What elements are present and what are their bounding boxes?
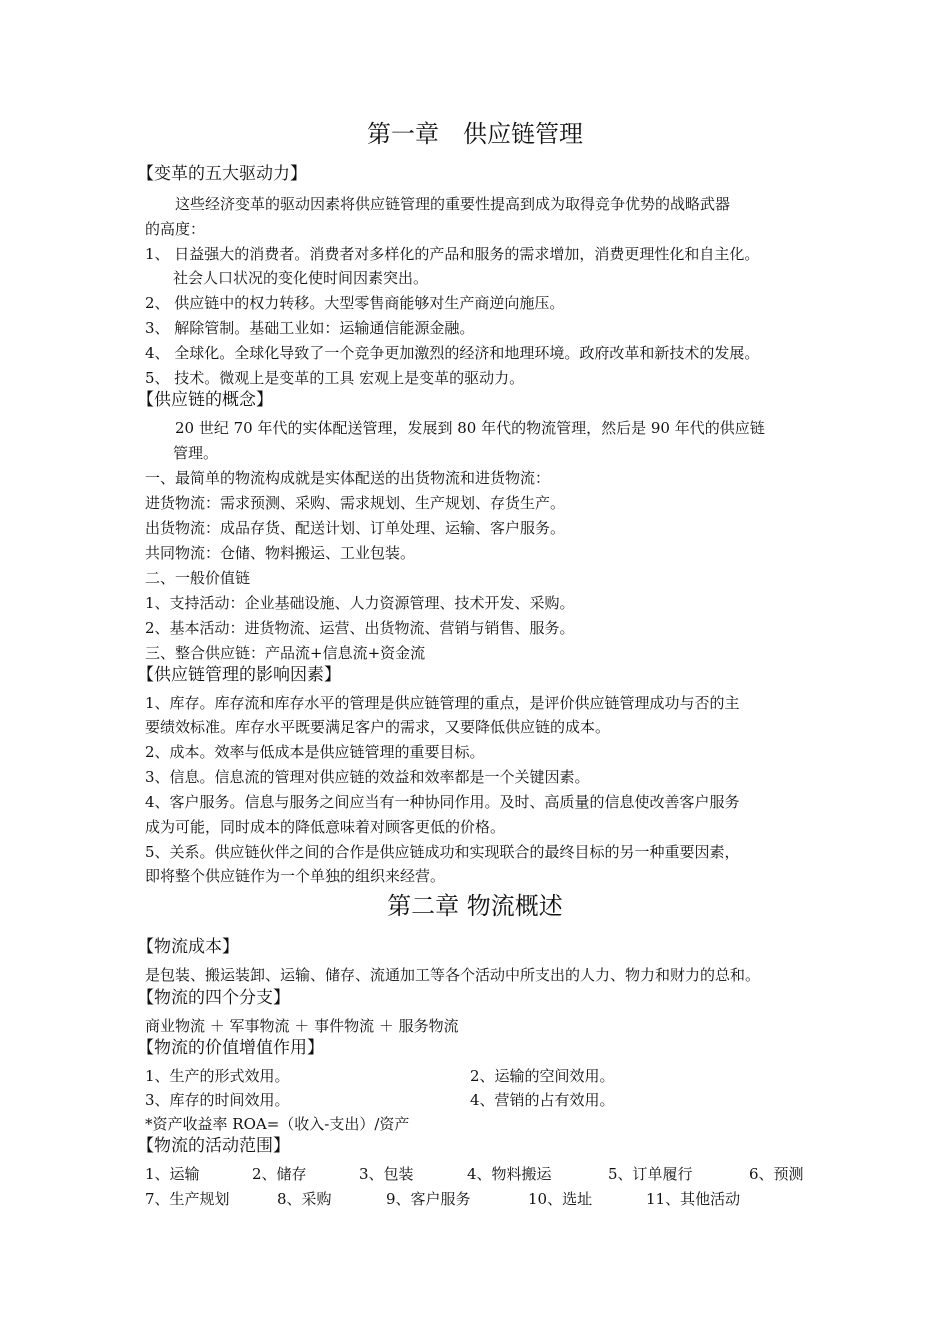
paragraph-line: 这些经济变革的驱动因素将供应链管理的重要性提高到成为取得竞争优势的战略武器 <box>175 195 731 213</box>
paragraph-line: 是包装、搬运装卸、运输、储存、流通加工等各个活动中所支出的人力、物力和财力的总和。 <box>145 966 761 984</box>
list-item: 2、运输的空间效用。 <box>470 1067 615 1085</box>
list-item: 2、 供应链中的权力转移。大型零售商能够对生产商逆向施压。 <box>145 294 565 312</box>
list-item: 11、其他活动 <box>646 1190 741 1208</box>
paragraph-line: 5、关系。供应链伙伴之间的合作是供应链成功和实现联合的最终目标的另一种重要因素， <box>145 843 740 861</box>
paragraph-line: 1、库存。库存流和库存水平的管理是供应链管理的重点，是评价供应链管理成功与否的主 <box>145 694 740 712</box>
list-item: 7、生产规划 <box>145 1190 230 1208</box>
paragraph-line: 三、整合供应链：产品流+信息流+资金流 <box>145 644 426 662</box>
list-item: 1、 日益强大的消费者。消费者对多样化的产品和服务的需求增加，消费更理性化和自主化。 <box>145 245 760 263</box>
paragraph-line: 1、支持活动：企业基础设施、人力资源管理、技术开发、采购。 <box>145 594 575 612</box>
paragraph-line: 二、一般价值链 <box>145 569 251 587</box>
list-item: 社会人口状况的变化使时间因素突出。 <box>173 269 429 287</box>
list-item: 4、营销的占有效用。 <box>470 1091 615 1109</box>
paragraph-line: 3、信息。信息流的管理对供应链的效益和效率都是一个关键因素。 <box>145 768 590 786</box>
paragraph-line: 2、成本。效率与低成本是供应链管理的重要目标。 <box>145 743 485 761</box>
paragraph-line: 进货物流：需求预测、采购、需求规划、生产规划、存货生产。 <box>145 494 566 512</box>
formula-note: *资产收益率 ROA=（收入-支出）/资产 <box>145 1115 410 1133</box>
list-item: 1、生产的形式效用。 <box>145 1067 290 1085</box>
list-item: 2、储存 <box>252 1165 307 1183</box>
list-item: 5、 技术。微观上是变革的工具 宏观上是变革的驱动力。 <box>145 369 525 387</box>
paragraph-line: 即将整个供应链作为一个单独的组织来经营。 <box>145 867 446 885</box>
paragraph-line: 商业物流 ＋ 军事物流 ＋ 事件物流 ＋ 服务物流 <box>145 1017 459 1035</box>
section-heading-branches: 【物流的四个分支】 <box>137 988 290 1008</box>
list-item: 6、预测 <box>749 1165 804 1183</box>
section-heading-cost: 【物流成本】 <box>137 937 239 957</box>
section-heading-value: 【物流的价值增值作用】 <box>137 1038 324 1058</box>
paragraph-line: 一、最简单的物流构成就是实体配送的出货物流和进货物流： <box>145 469 551 487</box>
paragraph-line: 20 世纪 70 年代的实体配送管理，发展到 80 年代的物流管理，然后是 90 年代的供应链 <box>175 419 765 437</box>
chapter-1-title: 第一章 供应链管理 <box>367 120 583 148</box>
paragraph-line: 要绩效标准。库存水平既要满足客户的需求，又要降低供应链的成本。 <box>145 718 611 736</box>
list-item: 1、运输 <box>145 1165 200 1183</box>
paragraph-line: 4、客户服务。信息与服务之间应当有一种协同作用。及时、高质量的信息使改善客户服务 <box>145 793 740 811</box>
section-heading-drivers: 【变革的五大驱动力】 <box>137 164 307 184</box>
paragraph-line: 2、基本活动：进货物流、运营、出货物流、营销与销售、服务。 <box>145 619 575 637</box>
list-item: 3、包装 <box>359 1165 414 1183</box>
section-heading-factors: 【供应链管理的影响因素】 <box>137 665 341 685</box>
list-item: 4、物料搬运 <box>467 1165 552 1183</box>
section-heading-scope: 【物流的活动范围】 <box>137 1136 290 1156</box>
section-heading-concept: 【供应链的概念】 <box>137 390 273 410</box>
list-item: 9、客户服务 <box>386 1190 471 1208</box>
paragraph-line: 管理。 <box>173 444 219 462</box>
paragraph-line: 成为可能，同时成本的降低意味着对顾客更低的价格。 <box>145 818 506 836</box>
paragraph-line: 的高度： <box>145 220 206 238</box>
list-item: 3、库存的时间效用。 <box>145 1091 290 1109</box>
paragraph-line: 共同物流：仓储、物料搬运、工业包装。 <box>145 544 416 562</box>
chapter-2-title: 第二章 物流概述 <box>387 892 563 920</box>
list-item: 10、选址 <box>528 1190 593 1208</box>
list-item: 3、 解除管制。基础工业如：运输通信能源金融。 <box>145 319 475 337</box>
list-item: 5、订单履行 <box>608 1165 693 1183</box>
list-item: 4、 全球化。全球化导致了一个竞争更加激烈的经济和地理环境。政府改革和新技术的发展。 <box>145 344 760 362</box>
list-item: 8、采购 <box>277 1190 332 1208</box>
paragraph-line: 出货物流：成品存货、配送计划、订单处理、运输、客户服务。 <box>145 519 566 537</box>
